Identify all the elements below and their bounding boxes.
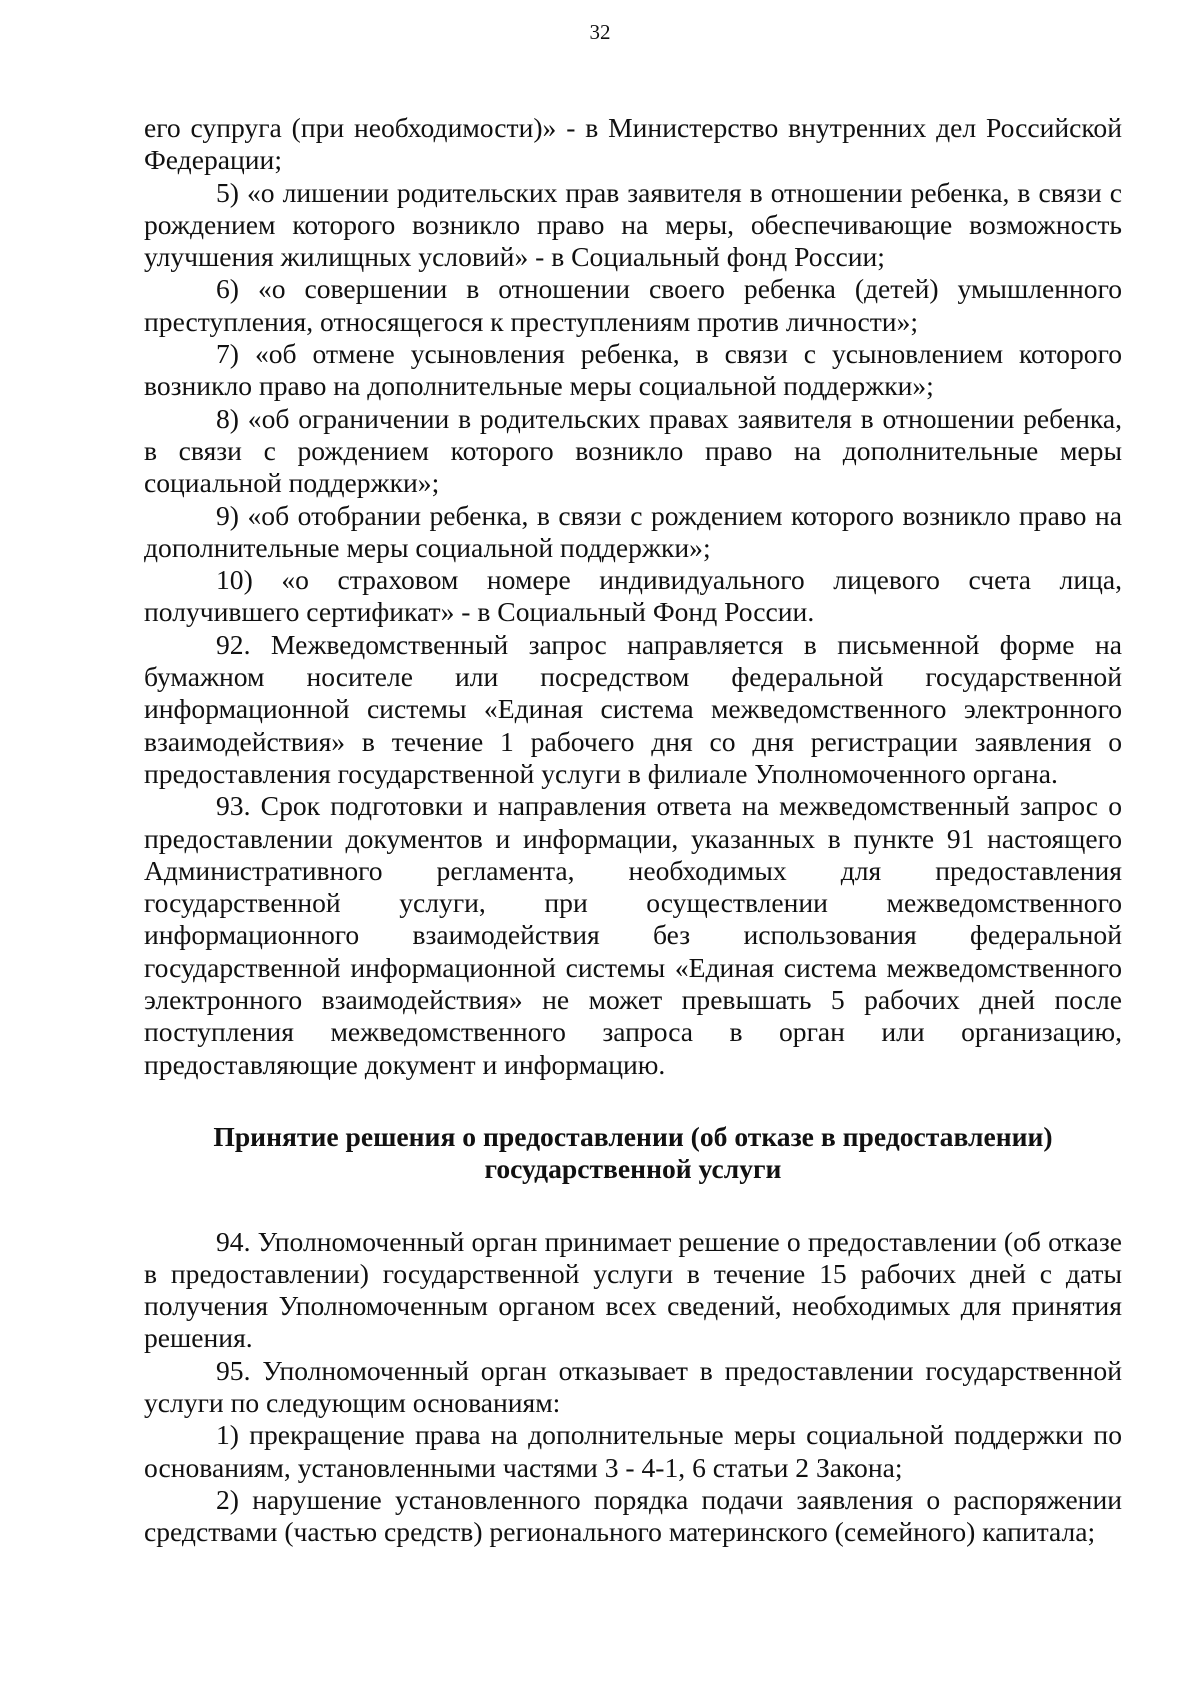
paragraph-group-top (144, 112, 1122, 1081)
paragraph-group-bottom (144, 1226, 1122, 1549)
paragraph: его супруга (при необходимости)» - в Министерство внутренних дел Российской Федерации; (144, 112, 1122, 176)
paragraph: 93. Срок подготовки и направления ответа на межведомственный запрос о предоставлении документов и информации, указанных в пункте 91 настоящего Административного регламента, необходимых для предоставления государственной услуги, при осуществлении межведомственного информационного взаимодействия без использования федеральной государственной информационной системы «Единая система межведомственного электронного взаимодействия» не может превышать 5 рабочих дней после поступления межведомственного запроса в орган или организацию, предоставляющие документ и информацию. (144, 790, 1122, 1080)
paragraph: 95. Уполномоченный орган отказывает в предоставлении государственной услуги по следующим основаниям: (144, 1354, 1122, 1418)
paragraph: 8) «об ограничении в родительских правах заявителя в отношении ребенка, в связи с рождением которого возникло право на дополнительные меры социальной поддержки»; (144, 402, 1122, 499)
page-number: 32 (589, 20, 611, 44)
paragraph: 7) «об отмене усыновления ребенка, в связи с усыновлением которого возникло право на дополнительные меры социальной поддержки»; (144, 338, 1122, 402)
paragraph: 5) «о лишении родительских прав заявителя в отношении ребенка, в связи с рождением которого возникло право на меры, обеспечивающие возможность улучшения жилищных условий» - в Социальный фонд России; (144, 176, 1122, 273)
section-heading-line-2: государственной услуги (484, 1153, 782, 1185)
section-heading-line-1: Принятие решения о предоставлении (об отказе в предоставлении) (213, 1120, 1053, 1152)
paragraph: 9) «об отобрании ребенка, в связи с рождением которого возникло право на дополнительные меры социальной поддержки»; (144, 499, 1122, 563)
document-body (144, 112, 1122, 1548)
paragraph: 1) прекращение права на дополнительные меры социальной поддержки по основаниям, установленными частями 3 - 4-1, 6 статьи 2 Закона; (144, 1419, 1122, 1483)
paragraph: 6) «о совершении в отношении своего ребенка (детей) умышленного преступления, относящегося к преступлениям против личности»; (144, 273, 1122, 337)
section-heading (144, 1121, 1122, 1186)
paragraph: 10) «о страховом номере индивидуального лицевого счета лица, получившего сертификат» - в Социальный Фонд России. (144, 564, 1122, 628)
paragraph: 94. Уполномоченный орган принимает решение о предоставлении (об отказе в предоставлении) государственной услуги в течение 15 рабочих дней с даты получения Уполномоченным органом всех сведений, необходимых для принятия решения. (144, 1225, 1122, 1354)
paragraph: 2) нарушение установленного порядка подачи заявления о распоряжении средствами (частью средств) регионального материнского (семейного) капитала; (144, 1483, 1122, 1548)
paragraph: 92. Межведомственный запрос направляется в письменной форме на бумажном носителе или посредством федеральной государственной информационной системы «Единая система межведомственного электронного взаимодействия» в течение 1 рабочего дня со дня регистрации заявления о предоставления государственной услуги в филиале Уполномоченного органа. (144, 628, 1122, 789)
